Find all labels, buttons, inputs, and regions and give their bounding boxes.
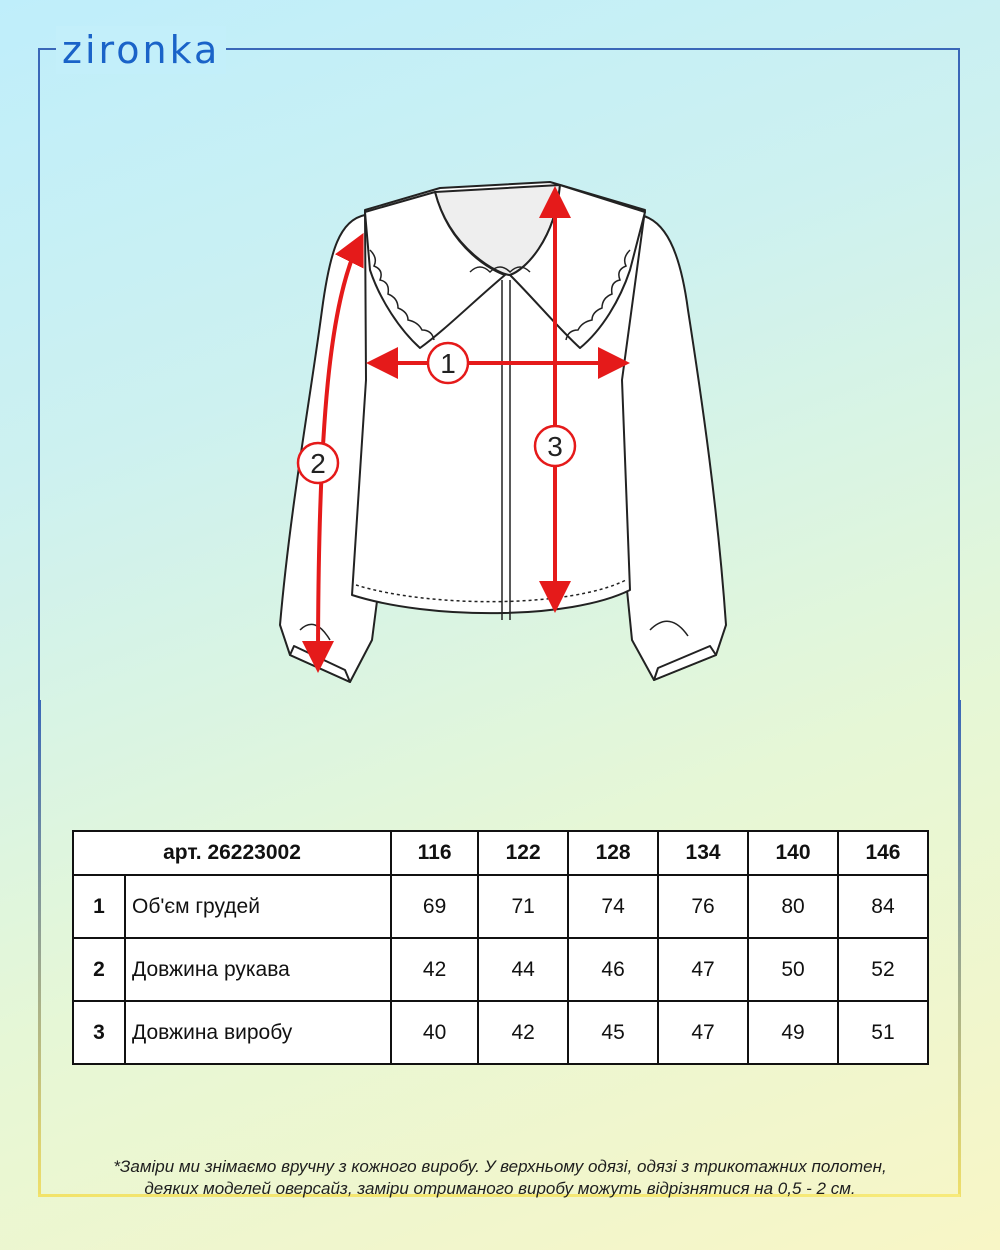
row-number: 2 — [73, 938, 125, 1001]
size-header: 140 — [748, 831, 838, 875]
table-cell: 52 — [838, 938, 928, 1001]
blouse-illustration — [270, 180, 740, 690]
table-cell: 71 — [478, 875, 568, 938]
table-cell: 46 — [568, 938, 658, 1001]
measurement-label-2: 2 — [310, 448, 326, 479]
measurement-label-1: 1 — [440, 348, 456, 379]
size-header: 134 — [658, 831, 748, 875]
table-cell: 51 — [838, 1001, 928, 1064]
size-header: 146 — [838, 831, 928, 875]
table-cell: 47 — [658, 938, 748, 1001]
row-label: Довжина рукава — [125, 938, 391, 1001]
table-row — [73, 875, 928, 938]
row-label: Об'єм грудей — [125, 875, 391, 938]
footnote — [50, 1156, 950, 1200]
row-label: Довжина виробу — [125, 1001, 391, 1064]
frame-right-gradient — [958, 700, 961, 1197]
table-cell: 69 — [391, 875, 478, 938]
table-cell: 44 — [478, 938, 568, 1001]
table-cell: 45 — [568, 1001, 658, 1064]
size-header: 122 — [478, 831, 568, 875]
table-cell: 49 — [748, 1001, 838, 1064]
table-cell: 84 — [838, 875, 928, 938]
size-table-header — [73, 831, 928, 875]
size-table — [72, 830, 929, 1065]
size-header: 128 — [568, 831, 658, 875]
table-cell: 40 — [391, 1001, 478, 1064]
article-number: арт. 26223002 — [73, 831, 391, 875]
table-cell: 50 — [748, 938, 838, 1001]
frame-left-gradient — [38, 700, 41, 1197]
table-cell: 47 — [658, 1001, 748, 1064]
table-cell: 76 — [658, 875, 748, 938]
table-cell: 74 — [568, 875, 658, 938]
table-row — [73, 938, 928, 1001]
brand-logo: zironka — [56, 26, 226, 74]
row-number: 3 — [73, 1001, 125, 1064]
table-row — [73, 1001, 928, 1064]
footnote-line-2: деяких моделей оверсайз, заміри отриманого виробу можуть відрізнятися на 0,5 - 2 см. — [144, 1179, 856, 1198]
size-header: 116 — [391, 831, 478, 875]
table-cell: 42 — [391, 938, 478, 1001]
measurement-label-3: 3 — [547, 431, 563, 462]
row-number: 1 — [73, 875, 125, 938]
table-cell: 42 — [478, 1001, 568, 1064]
footnote-line-1: *Заміри ми знімаємо вручну з кожного виробу. У верхньому одязі, одязі з трикотажних полотен, — [113, 1157, 887, 1176]
table-cell: 80 — [748, 875, 838, 938]
